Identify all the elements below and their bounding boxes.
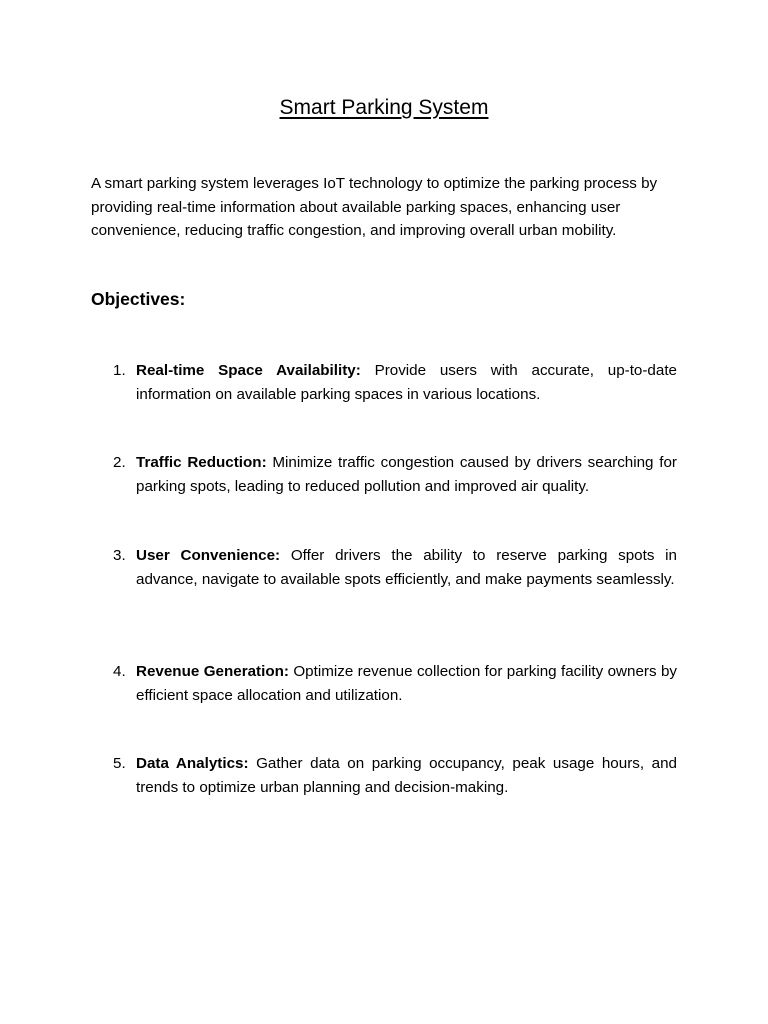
objective-item: [91, 660, 677, 708]
objective-body: [136, 451, 677, 499]
objective-number: 4.: [113, 663, 126, 680]
objective-item: [91, 752, 677, 800]
objective-number: 3.: [113, 547, 126, 564]
objective-number: 5.: [113, 755, 126, 772]
objective-text: Minimize traffic congestion caused by drivers searching for parking spots, leading to reduced pollution and improved air quality.: [136, 454, 677, 495]
objective-number: 2.: [113, 454, 126, 471]
objective-item: [91, 451, 677, 499]
objective-label: Data Analytics:: [136, 755, 249, 772]
objective-label: User Convenience:: [136, 547, 281, 564]
objective-body: [136, 359, 677, 407]
objective-item: [91, 544, 677, 592]
objective-label: Real-time Space Availability:: [136, 362, 361, 379]
objective-item: [91, 359, 677, 407]
objective-text: Offer drivers the ability to reserve parking spots in advance, navigate to available spots efficiently, and make payments seamlessly.: [136, 547, 678, 588]
document-title: Smart Parking System: [279, 96, 489, 119]
objective-text: Optimize revenue collection for parking facility owners by efficient space allocation and utilization.: [136, 663, 677, 704]
objective-body: [136, 660, 677, 708]
objective-label: Traffic Reduction:: [136, 454, 267, 471]
objective-text: Provide users with accurate, up-to-date information on available parking spaces in various locations.: [136, 362, 677, 403]
objective-text: Gather data on parking occupancy, peak usage hours, and trends to optimize urban planning and decision-making.: [136, 755, 677, 796]
objectives-heading: Objectives:: [91, 289, 186, 309]
objective-body: [136, 544, 677, 592]
intro-paragraph: A smart parking system leverages IoT technology to optimize the parking process by providing real-time information about available parking spaces, enhancing user convenience, reducing traffic congestion, and improving overall urban mobility.: [91, 175, 658, 239]
objective-label: Revenue Generation:: [136, 663, 289, 680]
objective-body: [136, 752, 677, 800]
objective-number: 1.: [113, 362, 126, 379]
